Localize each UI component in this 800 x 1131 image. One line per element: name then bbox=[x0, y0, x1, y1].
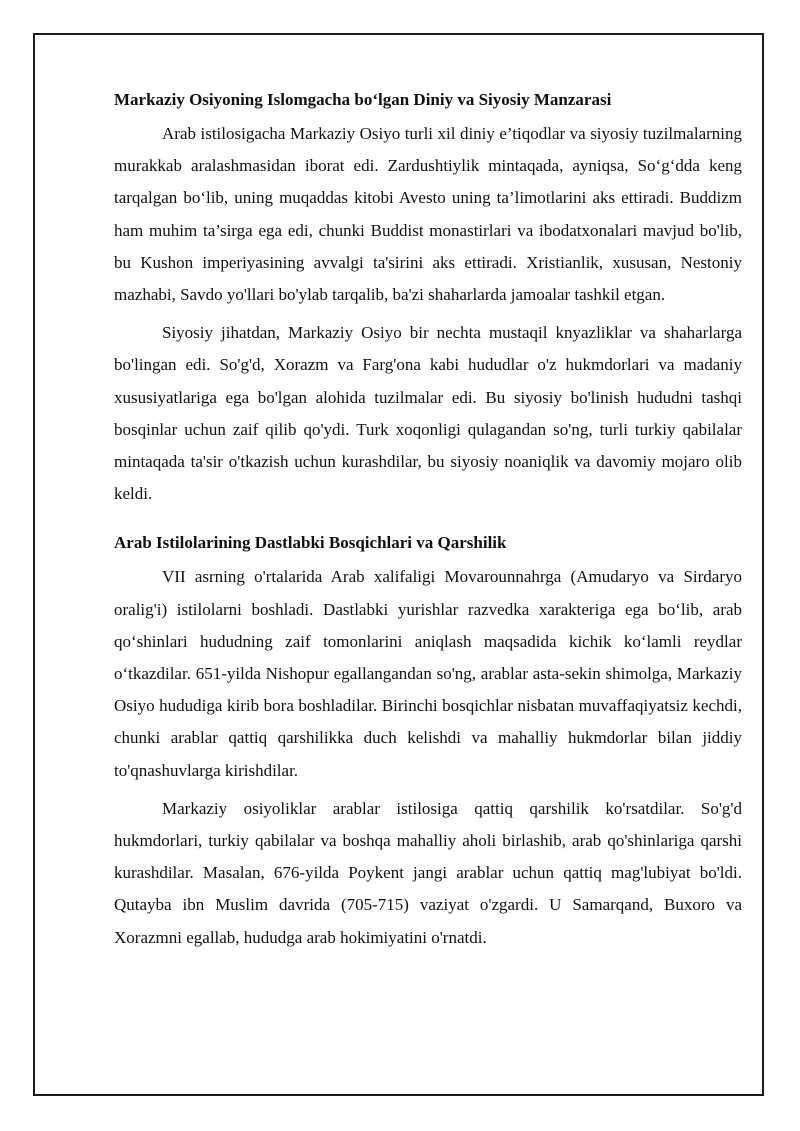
paragraph-early-campaigns: VII asrning o'rtalarida Arab xalifaligi Movarounnahrga (Amudaryo va Sirdaryo oralig'i) istilolarni boshladi. Dastlabki yurishlar razvedka xarakteriga ega bo‘lib, arab qo‘shinlari hududning zaif tomonlarini aniqlash maqsadida kichik ko‘lamli reydlar o‘tkazdilar. 651-yilda Nishopur egallangandan so'ng, arablar asta-sekin shimolga, Markaziy Osiyo hududiga kirib bora boshladilar. Birinchi bosqichlar nisbatan muvaffaqiyatsiz kechdi, chunki arablar qattiq qarshilikka duch kelishdi va mahalliy hukmdorlar bilan jiddiy to'qnashuvlarga kirishdilar. bbox=[114, 567, 742, 780]
paragraph-religions: Arab istilosigacha Markaziy Osiyo turli xil diniy e’tiqodlar va siyosiy tuzilmalarning murakkab aralashmasidan iborat edi. Zardushtiylik mintaqada, ayniqsa, So‘g‘dda keng tarqalgan bo‘lib, uning muqaddas kitobi Avesto uning ta’limotlarini aks ettiradi. Buddizm ham muhim ta’sirga ega edi, chunki Buddist monastirlari va ibodatxonalari mavjud bo'lib, bu Kushon imperiyasining avvalgi ta'sirini aks ettiradi. Xristianlik, xususan, Nestoniy mazhabi, Savdo yo'llari bo'ylab tarqalib, ba'zi shaharlarda jamoalar tashkil etgan. bbox=[114, 124, 742, 305]
section-heading-arab-conquest: Arab Istilolarining Dastlabki Bosqichlari va Qarshilik bbox=[114, 533, 507, 553]
paragraph-resistance: Markaziy osiyoliklar arablar istilosiga qattiq qarshilik ko'rsatdilar. So'g'd hukmdorlari, turkiy qabilalar va boshqa mahalliy aholi birlashib, arab qo'shinlariga qarshi kurashdilar. Masalan, 676-yilda Poykent jangi arablar uchun qattiq mag'lubiyat bo'ldi. Qutayba ibn Muslim davrida (705-715) vaziyat o'zgardi. U Samarqand, Buxoro va Xorazmni egallab, hududga arab hokimiyatini o'rnatdi. bbox=[114, 798, 742, 947]
document-body bbox=[114, 85, 742, 960]
section-heading-pre-islamic: Markaziy Osiyoning Islomgacha bo‘lgan Diniy va Siyosiy Manzarasi bbox=[114, 90, 612, 109]
paragraph-politics: Siyosiy jihatdan, Markaziy Osiyo bir nechta mustaqil knyazliklar va shaharlarga bo'lingan edi. So'g'd, Xorazm va Farg'ona kabi hududlar o'z hukmdorlari va madaniy xususiyatlariga ega bo'lgan alohida tuzilmalar edi. Bu siyosiy bo'linish hududni tashqi bosqinlar uchun zaif qilib qo'ydi. Turk xoqonligi qulagandan so'ng, turli turkiy qabilalar mintaqada ta'sir o'tkazish uchun kurashdilar, bu siyosiy noaniqlik va davomiy mojaro olib keldi. bbox=[114, 323, 742, 504]
